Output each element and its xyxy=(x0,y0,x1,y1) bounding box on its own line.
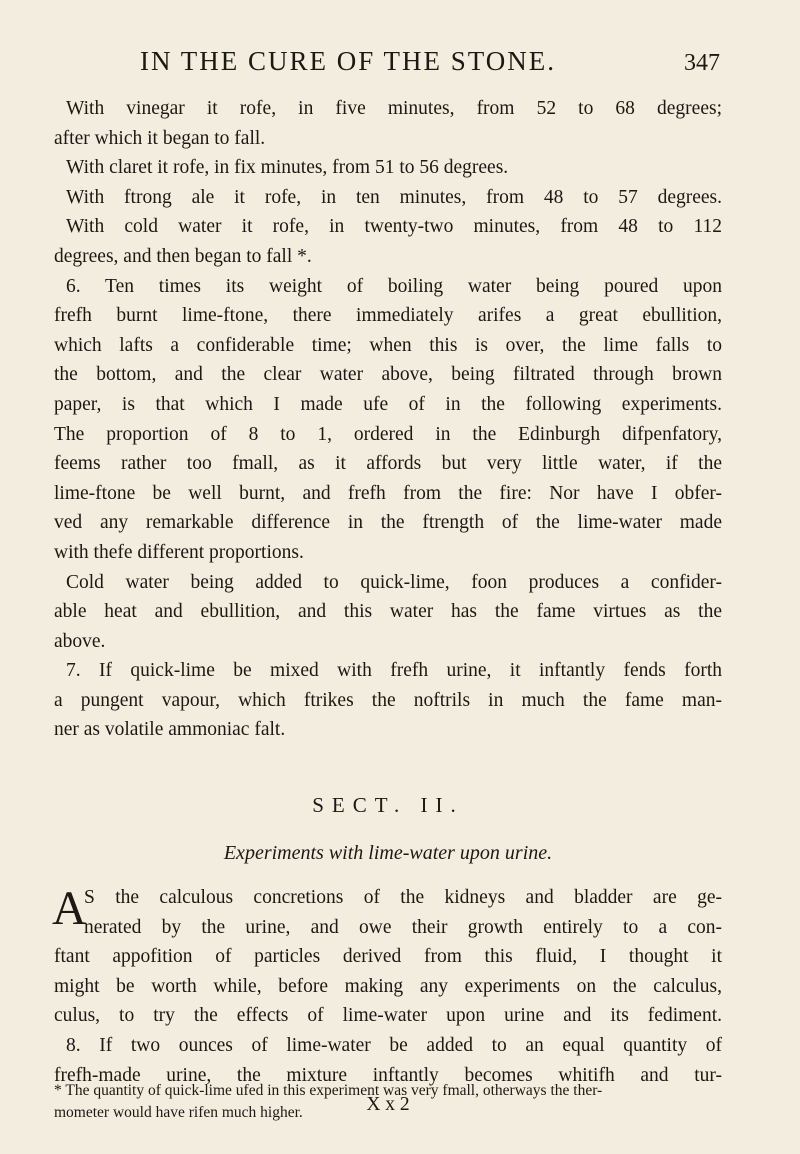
text-line: with thefe different proportions. xyxy=(54,541,304,563)
text-line: 8. If two ounces of lime-water be added to an equal quantity of xyxy=(66,1035,722,1057)
footnote-line: * The quantity of quick-lime ufed in this experiment was very fmall, otherways the ther- xyxy=(54,1082,603,1099)
text-line: a pungent vapour, which ftrikes the noftrils in much the fame man- xyxy=(54,689,722,711)
footnote xyxy=(54,1080,722,1124)
drop-cap: A xyxy=(52,882,87,936)
text-line: ftant appofition of particles derived from this fluid, I thought it xyxy=(54,946,722,968)
running-header xyxy=(140,46,720,77)
text-line: nerated by the urine, and owe their growth entirely to a con- xyxy=(84,916,722,938)
text-line: ved any remarkable difference in the ftrength of the lime-water made xyxy=(54,512,722,534)
text-line: which lafts a confiderable time; when this is over, the lime falls to xyxy=(54,334,722,356)
text-line: paper, is that which I made ufe of in the following experiments. xyxy=(54,393,722,415)
text-line: With ftrong ale it rofe, in ten minutes, from 48 to 57 degrees. xyxy=(66,186,722,208)
signature-mark: X x 2 xyxy=(366,1094,410,1116)
text-line: the bottom, and the clear water above, being filtrated through brown xyxy=(54,364,722,386)
text-line: 6. Ten times its weight of boiling water being poured upon xyxy=(66,275,722,297)
text-line: might be worth while, before making any experiments on the calculus, xyxy=(54,975,722,997)
text-line: above. xyxy=(54,630,106,652)
page-number: 347 xyxy=(684,50,720,76)
body-text xyxy=(54,94,722,1120)
text-line: frefh burnt lime-ftone, there immediately arifes a great ebullition, xyxy=(54,305,722,327)
text-line: frefh-made urine, the mixture inftantly becomes whitifh and tur- xyxy=(54,1064,722,1086)
text-line: The proportion of 8 to 1, ordered in the Edinburgh difpenfatory, xyxy=(54,423,722,445)
text-line: With cold water it rofe, in twenty-two minutes, from 48 to 112 xyxy=(66,216,722,238)
text-line: after which it began to fall. xyxy=(54,127,266,149)
text-line: feems rather too fmall, as it affords but very little water, if the xyxy=(54,453,722,475)
text-line: With claret it rofe, in fix minutes, from 51 to 56 degrees. xyxy=(66,157,509,179)
text-line: S the calculous concretions of the kidneys and bladder are ge- xyxy=(84,887,722,909)
footnote-line: mometer would have rifen much higher. xyxy=(54,1104,303,1121)
text-line: lime-ftone be well burnt, and frefh from the fire: Nor have I obfer- xyxy=(54,482,722,504)
section-subtitle: Experiments with lime-water upon urine. xyxy=(223,842,553,865)
text-line: culus, to try the effects of lime-water upon urine and its fediment. xyxy=(54,1005,722,1027)
text-line: able heat and ebullition, and this water has the fame virtues as the xyxy=(54,601,722,623)
text-line: degrees, and then began to fall *. xyxy=(54,245,312,267)
text-line: With vinegar it rofe, in five minutes, from 52 to 68 degrees; xyxy=(66,98,722,119)
text-line: ner as volatile ammoniac falt. xyxy=(54,719,286,741)
text-line: Cold water being added to quick-lime, foon produces a confider- xyxy=(66,571,722,593)
running-title: IN THE CURE OF THE STONE. xyxy=(140,46,557,76)
text-line: 7. If quick-lime be mixed with frefh urine, it inftantly fends forth xyxy=(66,660,722,682)
section-heading: SECT. II. xyxy=(312,793,464,818)
